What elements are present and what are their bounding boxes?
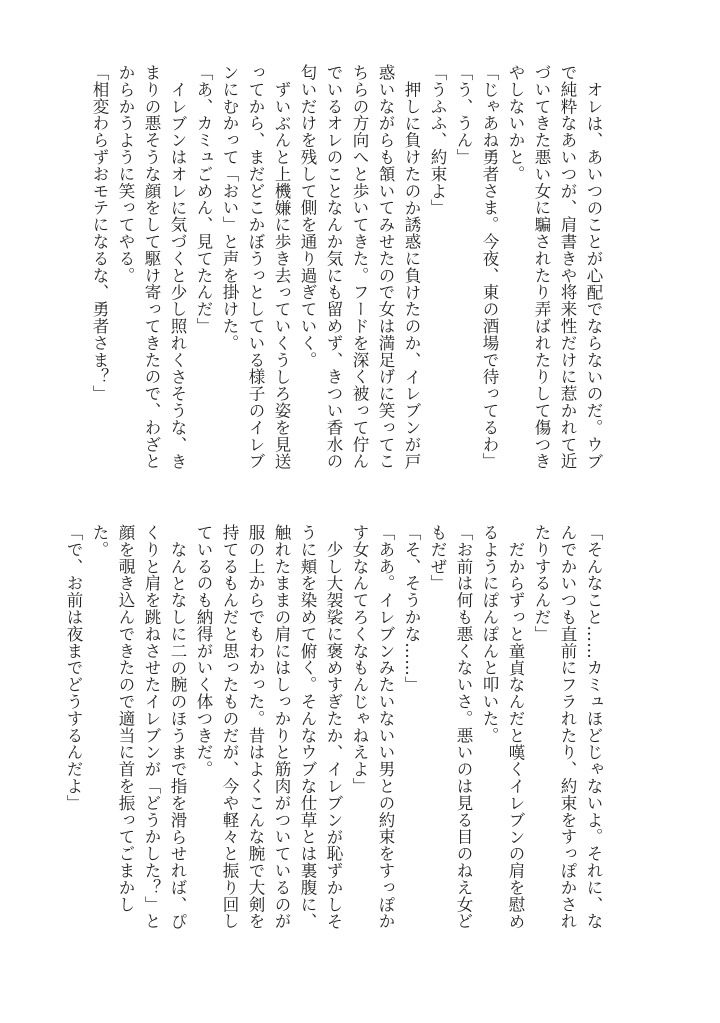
paragraph-dialogue: 「で、お前は夜までどうするんだよ」 bbox=[64, 524, 83, 812]
paragraph-narration: ずいぶんと上機嫌に歩き去っていくうしろ姿を見送ってから、まだどこかぼうっとしている様子のイレブンにむかって「おい」と声を掛けた。 bbox=[220, 64, 291, 470]
paragraph-dialogue: 「じゃあね勇者さま。今夜、東の酒場で待ってるわ」 bbox=[480, 64, 499, 470]
paragraph-dialogue: 「そんなこと……カミュほどじゃないよ。それに、なんでかいつも直前にフラれたり、約束をすっぽかされたりするんだ」 bbox=[532, 524, 603, 930]
paragraph-dialogue: 「そ、そうかな……」 bbox=[402, 524, 421, 693]
text-block-top bbox=[86, 64, 606, 479]
paragraph-narration: だからずっと童貞なんだと嘆くイレブンの肩を慰めるようにぽんぽんと叩いた。 bbox=[480, 524, 525, 930]
paragraph-dialogue: 「相変わらずおモテになるな、勇者さま？」 bbox=[90, 64, 109, 402]
paragraph-narration: オレは、あいつのことが心配でならないのだ。ウブで純粋なあいつが、肩書きや将来性だけに惹かれて近づいてきた悪い女に騙されたり弄ばれたりして傷つきやしないかと。 bbox=[506, 64, 603, 470]
paragraph-dialogue: 「お前は何も悪くないさ。悪いのは見る目のねえ女どもだぜ」 bbox=[428, 524, 473, 930]
paragraph-narration: なんとなしに二の腕のほうまで指を滑らせれば、ぴくりと肩を跳ねさせたイレブンが「どうかした？」と顔を覗き込んできたので適当に首を振ってごまかした。 bbox=[90, 524, 187, 930]
paragraph-narration: 押しに負けたのか誘惑に負けたのか、イレブンが戸惑いながらも頷いてみせたので女は満足げに笑ってこちらの方向へと歩いてきた。フードを深く被って佇んでいるオレのことなんか気にも留めず、きつい香水の匂いだけを残して側を通り過ぎていく。 bbox=[298, 64, 421, 470]
paragraph-dialogue: 「ああ。イレブンみたいないい男との約束をすっぽかす女なんてろくなもんじゃねえよ」 bbox=[350, 524, 395, 930]
paragraph-dialogue: 「あ、カミュごめん、見てたんだ」 bbox=[194, 64, 213, 335]
paragraph-narration: イレブンはオレに気づくと少し照れくさそうな、きまりの悪そうな顔をして駆け寄ってきたので、わざとからかうように笑ってやる。 bbox=[116, 64, 187, 470]
paragraph-dialogue: 「う、うん」 bbox=[454, 64, 473, 166]
text-block-bottom bbox=[64, 524, 606, 939]
paragraph-dialogue: 「うふふ、約束よ」 bbox=[428, 64, 447, 217]
paragraph-narration: 少し大袈裟に褒めすぎたか、イレブンが恥ずかしそうに頬を染めて俯く。そんなウブな仕草とは裏腹に、触れたままの肩にはしっかりと筋肉がついているのが服の上からでもわかった。昔はよくこんな腕で大剣を持てるもんだと思ったものだが、今や軽々と振り回しているのも納得がいく体つきだ。 bbox=[194, 524, 343, 930]
